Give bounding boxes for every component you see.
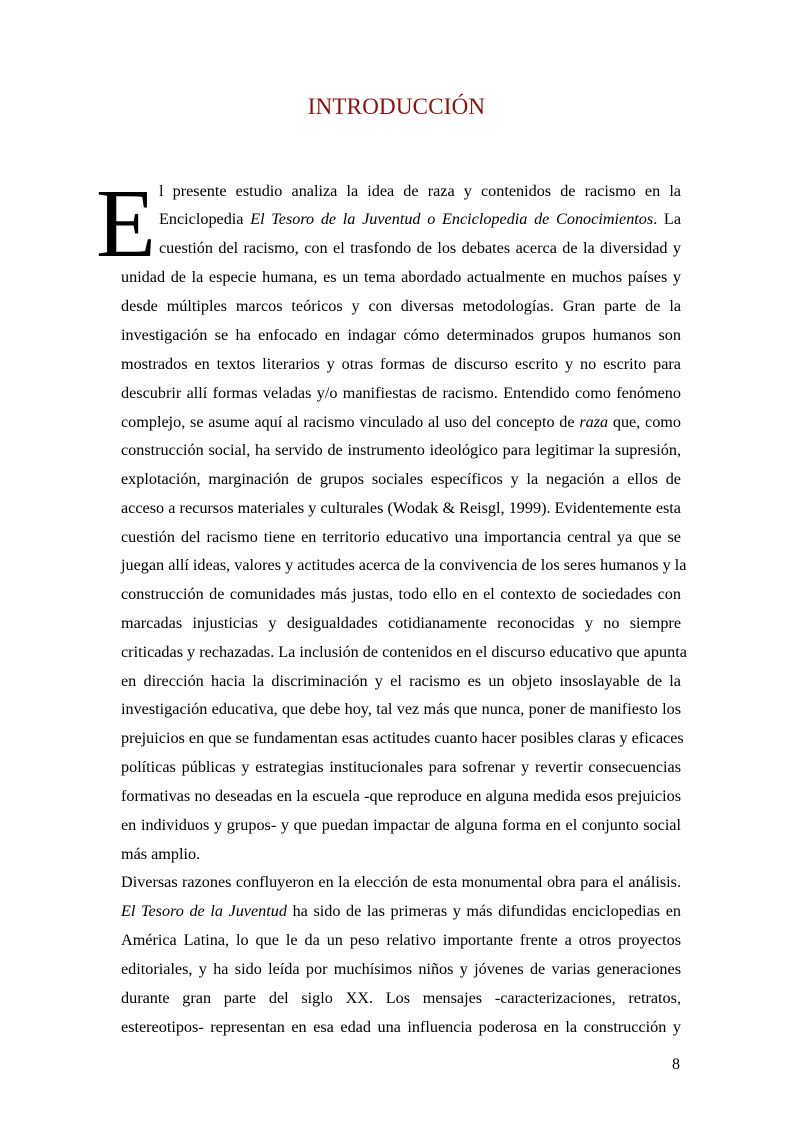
text-segment: acceso a recursos materiales y culturales (Wodak & Reisgl, 1999). Evidentemente esta — [121, 499, 681, 517]
text-line — [159, 208, 681, 230]
text-segment: unidad de la especie humana, es un tema abordado actualmente en muchos países y — [121, 268, 681, 286]
text-line — [121, 670, 681, 692]
text-segment: que, como — [608, 413, 681, 431]
text-segment: ha sido de las primeras y más difundidas enciclopedias en — [286, 902, 681, 920]
text-segment: formativas no deseadas en la escuela -que reproduce en alguna medida esos prejuicios — [121, 787, 681, 805]
text-segment: explotación, marginación de grupos sociales específicos y la negación a ellos de — [121, 470, 681, 488]
text-segment: desde múltiples marcos teóricos y con diversas metodologías. Gran parte de la — [121, 297, 681, 315]
page-number: 8 — [672, 1056, 680, 1073]
text-segment: América Latina, lo que le da un peso relativo importante frente a otros proyectos — [121, 931, 681, 949]
text-line — [121, 843, 681, 865]
text-line — [121, 900, 681, 922]
italic-text: El Tesoro de la Juventud — [121, 902, 287, 920]
text-line — [121, 929, 681, 951]
italic-text: El Tesoro de la Juventud o Enciclopedia de Conocimientos — [250, 210, 654, 228]
text-segment: en individuos y grupos- y que puedan impactar de alguna forma en el conjunto social — [121, 816, 681, 834]
text-segment: mostrados en textos literarios y otras formas de discurso escrito y no escrito para — [121, 355, 681, 373]
text-segment: investigación se ha enfocado en indagar cómo determinados grupos humanos son — [121, 326, 681, 344]
text-segment: l presente estudio analiza la idea de raza y contenidos de racismo en la — [159, 182, 681, 200]
text-segment: construcción social, ha servido de instrumento ideológico para legitimar la supresión, — [121, 441, 681, 459]
text-segment: Enciclopedia — [159, 210, 251, 228]
italic-text: raza — [579, 413, 609, 431]
text-line — [121, 987, 681, 1009]
text-line — [121, 526, 681, 548]
text-line — [121, 756, 681, 778]
text-line — [121, 1016, 681, 1038]
text-segment: más amplio. — [121, 845, 201, 863]
text-segment: criticadas y rechazadas. La inclusión de contenidos en el discurso educativo que apunta — [121, 643, 687, 661]
text-line — [121, 382, 681, 404]
text-segment: Diversas razones confluyeron en la elección de esta monumental obra para el análisis. — [121, 873, 681, 891]
text-segment: estereotipos- representan en esa edad una influencia poderosa en la construcción y — [121, 1018, 681, 1036]
text-segment: prejuicios en que se fundamentan esas actitudes cuanto hacer posibles claras y eficaces — [121, 729, 684, 747]
text-segment: cuestión del racismo, con el trasfondo de los debates acerca de la diversidad y — [159, 239, 681, 257]
text-segment: cuestión del racismo tiene en territorio educativo una importancia central ya que se — [121, 528, 681, 546]
text-segment: políticas públicas y estrategias institucionales para sofrenar y revertir consecuencias — [121, 758, 681, 776]
drop-cap-letter: E — [96, 170, 156, 278]
text-segment: editoriales, y ha sido leída por muchísimos niños y jóvenes de varias generaciones — [121, 960, 681, 978]
text-line — [121, 871, 681, 893]
text-segment: juegan allí ideas, valores y actitudes acerca de la convivencia de los seres humanos y la — [121, 556, 687, 574]
text-line — [121, 353, 681, 375]
chapter-title: INTRODUCCIÓN — [307, 94, 486, 119]
text-line — [121, 468, 681, 490]
text-segment: construcción de comunidades más justas, todo ello en el contexto de sociedades con — [121, 585, 681, 603]
text-segment: complejo, se asume aquí al racismo vinculado al uso del concepto de — [121, 413, 580, 431]
text-line — [159, 180, 681, 202]
text-line — [121, 411, 681, 433]
text-segment: en dirección hacia la discriminación y el racismo es un objeto insoslayable de la — [121, 672, 681, 690]
text-line — [121, 583, 681, 605]
text-segment: investigación educativa, que debe hoy, tal vez más que nunca, poner de manifiesto los — [121, 700, 681, 718]
text-segment: marcadas injusticias y desigualdades cotidianamente reconocidas y no siempre — [121, 614, 681, 632]
text-segment: descubrir allí formas veladas y/o manifiestas de racismo. Entendido como fenómeno — [121, 384, 681, 402]
text-segment: durante gran parte del siglo XX. Los mensajes -caracterizaciones, retratos, — [121, 989, 681, 1007]
text-line — [121, 641, 687, 663]
text-line — [121, 324, 681, 346]
text-line — [121, 785, 681, 807]
text-line — [159, 237, 681, 259]
text-line — [121, 727, 684, 749]
text-line — [121, 554, 687, 576]
text-line — [121, 814, 681, 836]
text-line — [121, 612, 681, 634]
text-line — [121, 266, 681, 288]
text-line — [121, 497, 681, 519]
text-segment: . La — [653, 210, 681, 228]
text-line — [121, 698, 681, 720]
text-line — [121, 958, 681, 980]
text-line — [121, 295, 681, 317]
text-line — [121, 439, 681, 461]
